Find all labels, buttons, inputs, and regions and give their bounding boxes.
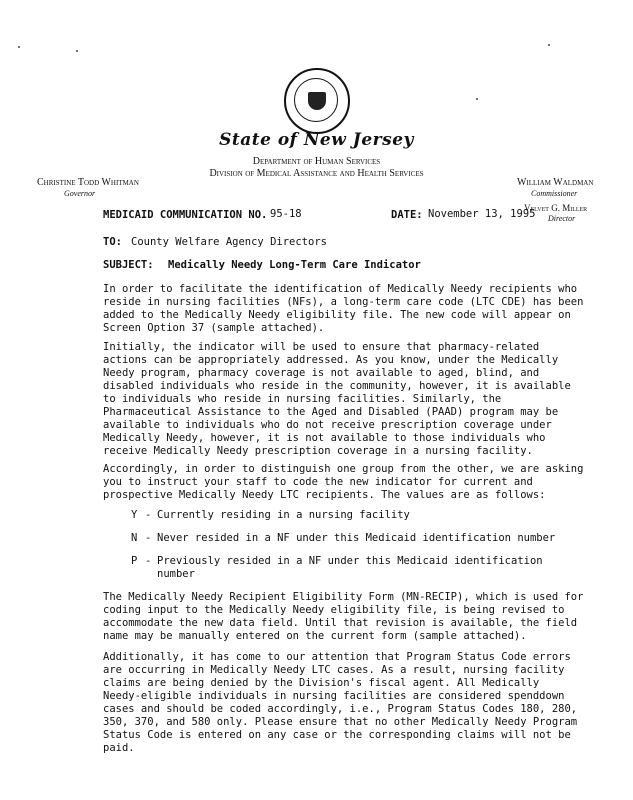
code-dash: - — [145, 555, 152, 567]
scan-speck — [76, 50, 78, 52]
paragraph: Additionally, it has come to our attention that Program Status Code errors are occurring in Medically Needy LTC cases. As a result, nursing facility claims are being denied by the Division's fiscal agent. All Medically Needy-eligible individuals in nursing facilities are considered spenddown cases and should be coded accordingly, i.e., Program Status Codes 180, 280, 350, 370, and 580 only. Please ensure that no other Medically Needy Program Status Code is entered on any case or the corresponding claims will not be paid. — [103, 651, 578, 754]
paragraph: In order to facilitate the identification of Medically Needy recipients who reside in nursing facilities (NFs), a long-term care code (LTC CDE) has been added to the Medically Needy eligibility file. The new code will appear on Screen Option 37 (sample attached). — [103, 283, 584, 334]
director-name: Velvet G. Miller — [524, 203, 588, 213]
subject-value: Medically Needy Long-Term Care Indicator — [168, 259, 421, 271]
paragraph: Initially, the indicator will be used to ensure that pharmacy-related actions can be appropriately addressed. As you know, under the Medically Needy program, pharmacy coverage is not available to aged, blind, and disabled individuals who reside in the community, however, it is available to individuals who reside in nursing facilities. Similarly, the Pharmaceutical Assistance to the Aged and Disabled (PAAD) program may be available to individuals who do not receive prescription coverage under Medically Needy, however, it is not available to those individuals who receive Medically Needy prescription coverage in a nursing facility. — [103, 341, 571, 457]
state-seal — [284, 68, 350, 134]
date-label: DATE: — [391, 209, 423, 221]
communication-label: MEDICAID COMMUNICATION NO. — [103, 209, 268, 221]
subject-label: SUBJECT: — [103, 259, 154, 271]
governor-title: Governor — [64, 189, 96, 198]
commissioner-name: William Waldman — [517, 177, 594, 188]
to-label: TO: — [103, 236, 122, 248]
code-dash: - — [145, 509, 152, 521]
director-title: Director — [548, 214, 576, 223]
code-description: Previously resided in a NF under this Medicaid identification number — [157, 555, 543, 580]
code-letter: Y — [131, 509, 138, 521]
department-name: Department of Human Services — [252, 156, 381, 167]
governor-name: Christine Todd Whitman — [37, 177, 139, 188]
commissioner-title: Commissioner — [531, 189, 578, 198]
communication-number: 95-18 — [270, 208, 302, 220]
code-description: Currently residing in a nursing facility — [157, 509, 410, 521]
scan-speck — [476, 98, 478, 100]
scan-speck — [18, 46, 20, 48]
paragraph: The Medically Needy Recipient Eligibility Form (MN-RECIP), which is used for coding input to the Medically Needy eligibility file, is being revised to accommodate the new data field. Until that revision is available, the field name may be manually entered on the current form (sample attached). — [103, 591, 584, 642]
to-value: County Welfare Agency Directors — [131, 236, 327, 248]
scan-speck — [548, 44, 550, 46]
code-letter: P — [131, 555, 138, 567]
state-title: State of New Jersey — [219, 130, 414, 150]
date-value: November 13, 1995 — [428, 208, 536, 220]
code-dash: - — [145, 532, 152, 544]
paragraph: Accordingly, in order to distinguish one group from the other, we are asking you to instruct your staff to code the new indicator for current and prospective Medically Needy LTC recipients. The values are as follows: — [103, 463, 584, 501]
division-name: Division of Medical Assistance and Health Services — [209, 168, 424, 179]
code-letter: N — [131, 532, 138, 544]
code-description: Never resided in a NF under this Medicaid identification number — [157, 532, 556, 544]
